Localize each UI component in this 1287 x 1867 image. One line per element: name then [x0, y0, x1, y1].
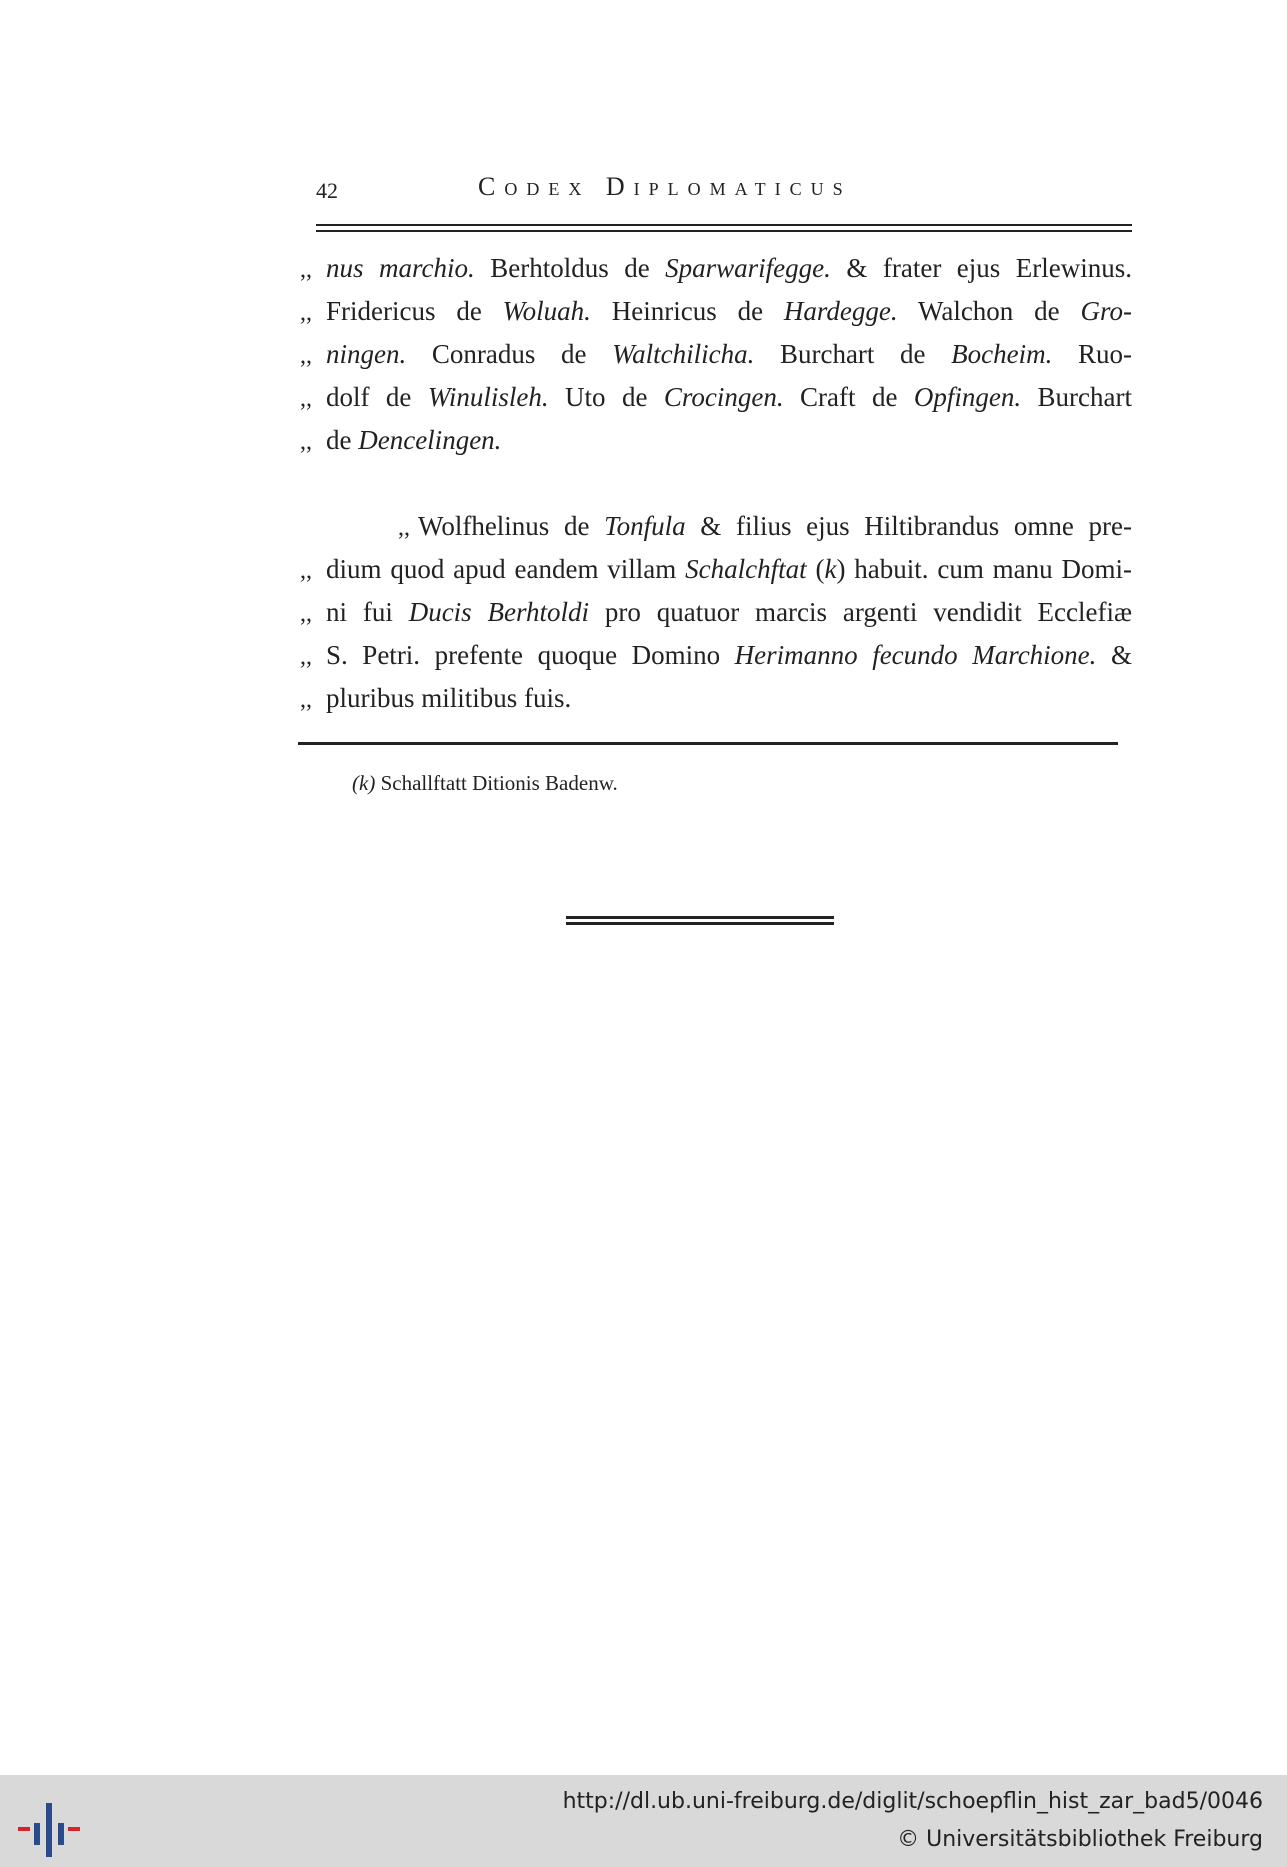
italic-name: Bocheim.: [951, 339, 1053, 369]
quote-mark: ,,: [300, 257, 312, 283]
text-line: [300, 419, 1132, 462]
quote-mark: ,,: [300, 300, 312, 326]
text-run: Conradus de: [406, 339, 613, 369]
text-run: Ruo-: [1052, 339, 1132, 369]
end-ornament: [566, 916, 834, 928]
text-line: [300, 591, 1132, 634]
paragraph-land-sale: [300, 505, 1132, 720]
text-run: Fridericus de: [326, 296, 503, 326]
italic-name: Woluah.: [502, 296, 591, 326]
quote-mark: ,,: [300, 644, 312, 670]
text-line: [300, 376, 1132, 419]
text-line: [300, 505, 1132, 548]
line-text: [326, 290, 1132, 333]
text-run: &: [1096, 640, 1132, 670]
text-line: [300, 548, 1132, 591]
paragraph-witness-list: [300, 247, 1132, 462]
text-line: [300, 247, 1132, 290]
italic-name: Dencelingen.: [358, 425, 502, 455]
text-line: [300, 634, 1132, 677]
italic-name: Winulisleh.: [427, 382, 549, 412]
footnote: [352, 771, 618, 796]
line-text: [326, 591, 1132, 634]
line-text: [326, 505, 1132, 550]
text-run: Uto de: [548, 382, 664, 412]
italic-name: ningen.: [326, 339, 407, 369]
text-line: [300, 290, 1132, 333]
line-text: [326, 333, 1132, 376]
footnote-rule: [298, 742, 1118, 745]
text-run: pro quatuor marcis argenti vendidit Ecclefiæ: [589, 597, 1132, 627]
ub-freiburg-logo-icon: [16, 1791, 80, 1855]
footnote-marker: (k): [352, 771, 376, 795]
quote-mark: ,,: [300, 429, 312, 455]
text-run: Wolfhelinus de: [418, 511, 605, 541]
italic-name: Crocingen.: [663, 382, 784, 412]
text-run: Burchart: [1021, 382, 1132, 412]
line-text: [326, 634, 1132, 677]
header-rule: [316, 224, 1132, 232]
line-text: [326, 376, 1132, 419]
quote-mark: ,,: [300, 386, 312, 412]
text-run: (: [806, 554, 825, 584]
text-run: ) habuit. cum manu Domi-: [836, 554, 1132, 584]
footnote-text: Schallftatt Ditionis Badenw.: [380, 771, 618, 795]
italic-name: Hardegge.: [783, 296, 898, 326]
text-run: de: [326, 425, 359, 455]
italic-name: Sparwarifegge.: [665, 253, 831, 283]
italic-name: Herimanno fecundo Marchione.: [734, 640, 1097, 670]
italic-name: Ducis Berhtoldi: [408, 597, 590, 627]
quote-mark: ,,: [300, 343, 312, 369]
italic-name: Schalchftat: [685, 554, 807, 584]
copyright-notice: © Universitätsbibliothek Freiburg: [897, 1827, 1263, 1852]
text-run: Berhtoldus de: [474, 253, 666, 283]
italic-name: Opfingen.: [913, 382, 1022, 412]
text-line: [300, 333, 1132, 376]
italic-name: k: [824, 554, 837, 584]
italic-name: nus marchio.: [326, 253, 475, 283]
text-line: [300, 677, 1132, 720]
text-run: S. Petri. prefente quoque Domino: [326, 640, 735, 670]
quote-mark: ,,: [300, 558, 312, 584]
quote-mark: ,,: [398, 515, 410, 541]
italic-name: Waltchilicha.: [612, 339, 755, 369]
text-run: ni fui: [326, 597, 409, 627]
line-text: [326, 677, 1132, 720]
running-head: Codex Diplomaticus: [478, 172, 852, 201]
text-run: & frater ejus Erlewinus.: [830, 253, 1132, 283]
text-run: Craft de: [783, 382, 914, 412]
text-run: dium quod apud eandem villam: [326, 554, 686, 584]
text-run: Walchon de: [897, 296, 1081, 326]
quote-mark: ,,: [300, 601, 312, 627]
text-run: dolf de: [326, 382, 428, 412]
page-number: 42: [316, 178, 338, 203]
source-url-link[interactable]: http://dl.ub.uni-freiburg.de/diglit/schoepflin_hist_zar_bad5/0046: [562, 1789, 1263, 1814]
line-text: [326, 548, 1132, 591]
text-run: pluribus militibus fuis.: [326, 683, 572, 713]
italic-name: Gro-: [1080, 296, 1132, 326]
line-text: [326, 419, 1132, 462]
italic-name: Tonfula: [604, 511, 686, 541]
line-text: [326, 247, 1132, 290]
text-run: Heinricus de: [590, 296, 784, 326]
footer-bar: [0, 1775, 1287, 1867]
text-run: Burchart de: [754, 339, 952, 369]
quote-mark: ,,: [300, 687, 312, 713]
text-run: & filius ejus Hiltibrandus omne pre-: [685, 511, 1133, 541]
